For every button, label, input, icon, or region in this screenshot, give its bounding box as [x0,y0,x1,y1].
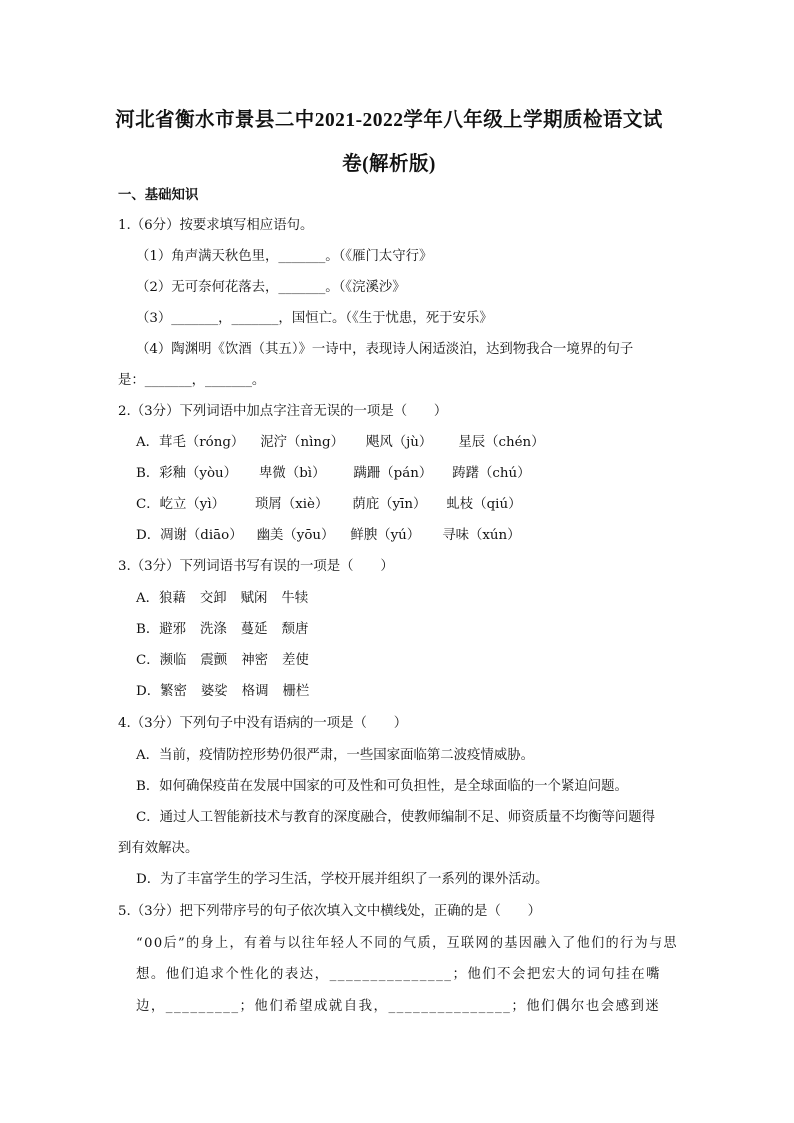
document-title-line-1: 河北省衡水市景县二中2021-2022学年八年级上学期质检语文试 [115,109,663,131]
option-word: 卑微（bì） [259,466,326,481]
option-word: A．茸毛（róng） [136,435,245,450]
question-4-option-c: C．通过人工智能新技术与教育的深度融合，使教师编制不足、师资质量不均衡等问题得 [136,810,656,825]
question-4-option-c-cont: 到有效解决。 [118,841,199,856]
option-word: 震颤 [200,653,228,668]
option-word: A．狼藉 [136,591,186,606]
question-2-stem: 2.（3分）下列词语中加点字注音无误的一项是（ ） [118,404,448,419]
option-word: 幽美（yōu） [256,528,335,543]
option-word: B．彩釉（yòu） [136,466,238,481]
option-word: 栅栏 [282,684,310,699]
question-1-item-2: （2）无可奈何花落去，_______。（《浣溪沙》 [136,280,406,295]
option-word: 交卸 [199,591,227,606]
question-4-stem: 4.（3分）下列句子中没有语病的一项是（ ） [118,716,408,731]
option-word: 虬枝（qiú） [446,497,522,512]
question-4-option-b: B．如何确保疫苗在发展中国家的可及性和可负担性，是全球面临的一个紧迫问题。 [136,779,628,794]
option-word: D．繁密 [136,684,187,699]
question-4-option-a: A．当前，疫情防控形势仍很严肃，一些国家面临第二波疫情威胁。 [136,748,534,763]
question-5-passage-line-2: 想。他们追求个性化的表达，_______________；他们不会把宏大的词句挂在嘴 [136,967,661,982]
document-title-line-2: 卷(解析版) [342,153,436,175]
question-1-item-3: （3）_______，_______，国恒亡。（《生于忧患，死于安乐》 [136,311,493,326]
option-word: 鲜腴（yú） [350,528,421,543]
option-word: 蹒跚（pán） [353,466,433,481]
option-word: 星辰（chén） [458,435,545,450]
option-word: C．濒临 [136,653,187,668]
option-word: 琐屑（xiè） [255,497,329,512]
question-1-item-1: （1）角声满天秋色里，_______。（《雁门太守行》 [136,249,433,264]
question-3-option-a [136,590,308,608]
option-word: 洗涤 [200,622,227,637]
option-word: 赋闲 [240,591,268,606]
option-word: 荫庇（yīn） [352,497,427,512]
question-2-option-c [136,496,521,514]
question-3-option-b [136,621,308,639]
option-word: D．凋谢（diāo） [136,528,243,543]
option-word: 神密 [241,653,268,668]
option-word: 蔓延 [240,622,268,637]
option-word: 婆娑 [200,684,228,699]
option-word: C．屹立（yì） [136,497,226,512]
question-3-option-c [136,652,309,670]
question-5-passage-line-3: 边，_________；他们希望成就自我，_______________；他们偶尔也会感到迷 [136,999,661,1014]
option-word: 颓唐 [281,622,309,637]
question-1-item-4-cont: 是：_______，_______。 [118,373,266,388]
question-1-stem: 1.（6分）按要求填写相应语句。 [118,218,314,233]
option-word: 格调 [241,684,269,699]
option-word: 飓风（jù） [365,435,433,450]
question-3-stem: 3.（3分）下列词语书写有误的一项是（ ） [118,559,394,574]
option-word: 差使 [281,653,309,668]
section-heading: 一、基础知识 [118,187,199,203]
question-4-option-d: D．为了丰富学生的学习生活，学校开展并组织了一系列的课外活动。 [136,872,549,887]
question-2-option-d [136,527,521,545]
question-3-option-d [136,683,309,701]
option-word: 寻味（xún） [442,528,521,543]
question-2-option-a [136,434,545,452]
question-2-option-b [136,465,531,483]
question-5-stem: 5.（3分）把下列带序号的句子依次填入文中横线处，正确的是（ ） [118,904,542,919]
question-1-item-4: （4）陶渊明《饮酒（其五）》一诗中，表现诗人闲适淡泊，达到物我合一境界的句子 [136,342,634,357]
option-word: 泥泞（nìng） [260,435,344,450]
question-5-passage-line-1: “00后”的身上，有着与以往年轻人不同的气质，互联网的基因融入了他们的行为与思 [136,936,679,951]
option-word: B．避邪 [136,622,187,637]
option-word: 踌躇（chú） [452,466,531,481]
option-word: 牛犊 [281,591,309,606]
